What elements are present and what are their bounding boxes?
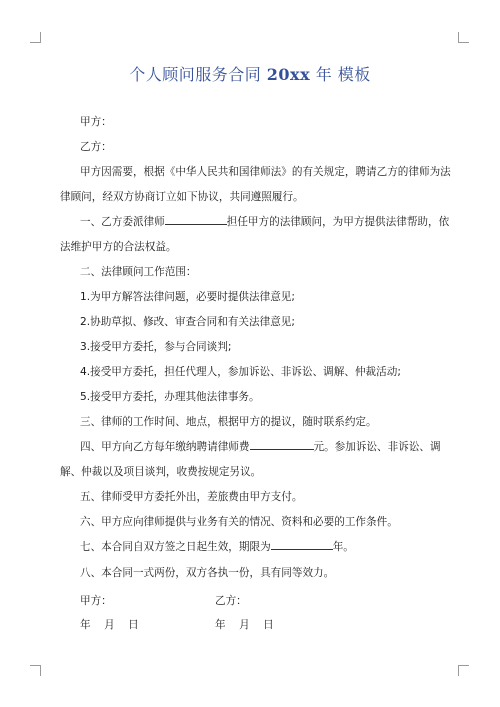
clause-7-text-a: 七、本合同自双方签之日起生效，期限为 [80, 541, 271, 553]
page-corner-mark-top-right [458, 32, 469, 43]
clause-4-line-2: 解、仲裁以及项目谈判，收费按规定另议。 [60, 466, 262, 478]
clause-7 [80, 540, 354, 554]
party-a-label: 甲方： [80, 116, 112, 128]
clause-7-text-b: 年。 [332, 541, 354, 553]
lawyer-name-blank[interactable] [165, 215, 227, 225]
intro-line-2: 律顾问，经双方协商订立如下协议，共同遵照履行。 [60, 191, 304, 203]
clause-8: 八、本合同一式两份，双方各执一份，具有同等效力。 [80, 567, 335, 579]
clause-2-heading: 二、法律顾问工作范围： [80, 266, 197, 278]
clause-4-line-1 [80, 440, 441, 454]
signature-party-b: 乙方： [215, 595, 247, 607]
clause-4-text-a: 四、甲方向乙方每年缴纳聘请律师费 [80, 441, 250, 453]
clause-1-text-b: 担任甲方的法律顾问，为甲方提供法律帮助，依 [226, 216, 450, 228]
clause-5: 五、律师受甲方委托外出，差旅费由甲方支付。 [80, 491, 303, 503]
document-title [0, 62, 500, 85]
clause-1-line-2: 法维护甲方的合法权益。 [60, 241, 177, 253]
title-prefix: 个人顾问服务合同 [129, 65, 267, 84]
title-suffix: 年 模板 [310, 65, 371, 84]
scope-item-4: 4.接受甲方委托，担任代理人，参加诉讼、非诉讼、调解、仲裁活动; [80, 366, 401, 378]
page-corner-mark-bottom-left [30, 665, 41, 676]
signature-party-a: 甲方： [80, 595, 112, 607]
signature-date-a: 年 月 日 [80, 619, 139, 631]
intro-line-1: 甲方因需要，根据《中华人民共和国律师法》的有关规定，聘请乙方的律师为法 [80, 166, 451, 178]
scope-item-2: 2.协助草拟、修改、审查合同和有关法律意见; [80, 316, 295, 328]
clause-1-line-1 [80, 215, 449, 229]
signature-date-b: 年 月 日 [215, 619, 274, 631]
fee-amount-blank[interactable] [250, 440, 314, 450]
term-years-blank[interactable] [271, 540, 333, 550]
scope-item-5: 5.接受甲方委托，办理其他法律事务。 [80, 391, 260, 403]
scope-item-1: 1.为甲方解答法律问题，必要时提供法律意见; [80, 291, 295, 303]
clause-1-text-a: 一、乙方委派律师 [80, 216, 165, 228]
clause-6: 六、甲方应向律师提供与业务有关的情况、资料和必要的工作条件。 [80, 516, 398, 528]
scope-item-3: 3.接受甲方委托，参与合同谈判; [80, 341, 232, 353]
title-number: 20xx [266, 65, 311, 84]
clause-3: 三、律师的工作时间、地点，根据甲方的提议，随时联系约定。 [80, 416, 377, 428]
clause-4-text-b: 元。参加诉讼、非诉讼、调 [313, 441, 441, 453]
page-corner-mark-bottom-right [458, 665, 469, 676]
page-corner-mark-top-left [30, 32, 41, 43]
party-b-label: 乙方： [80, 141, 112, 153]
